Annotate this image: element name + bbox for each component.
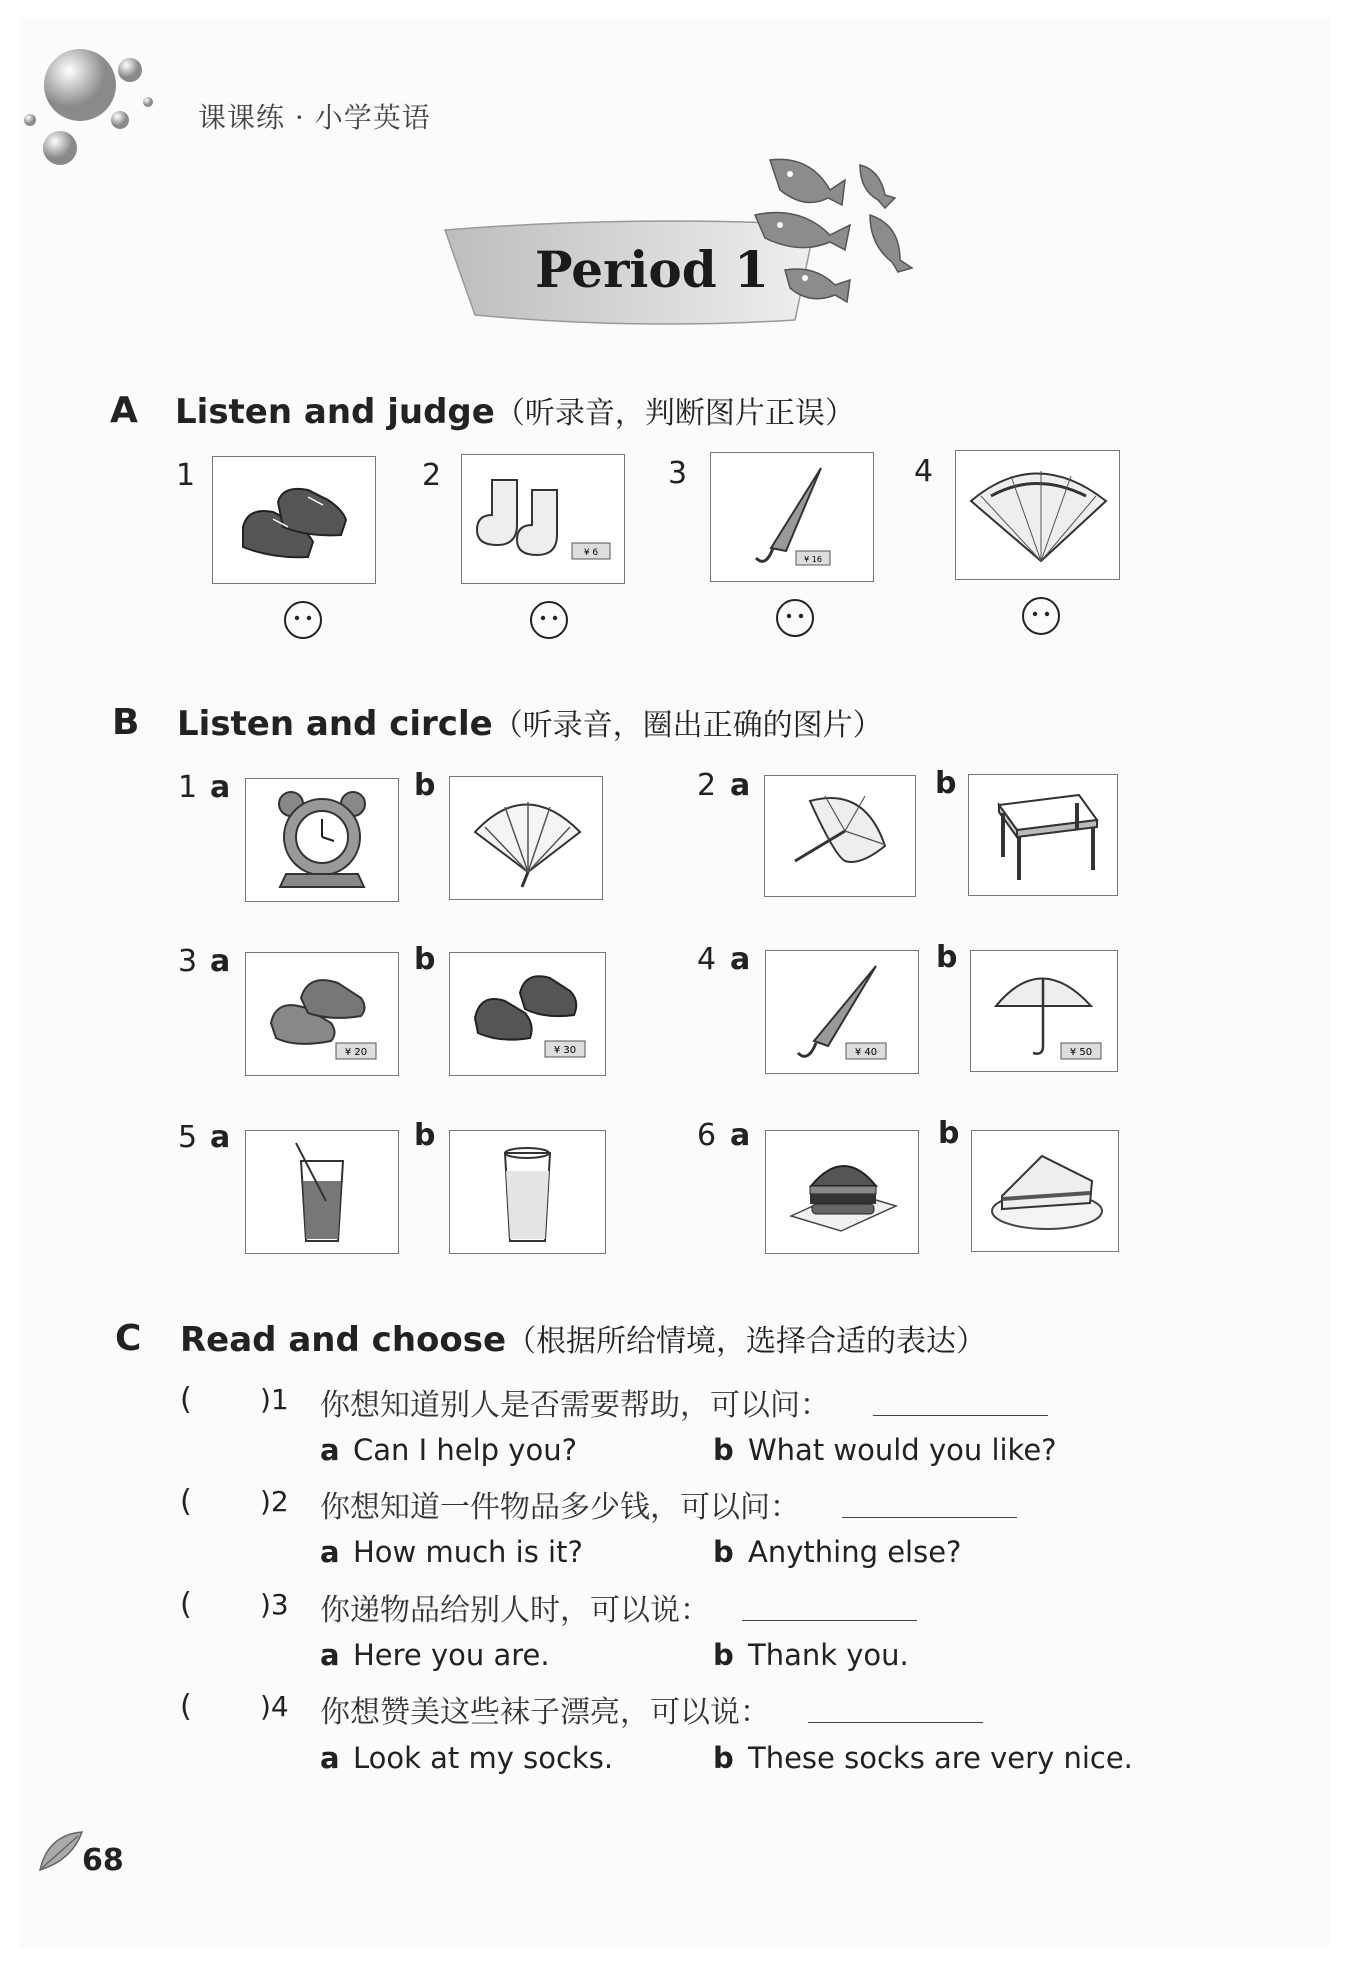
item-number: 2 <box>422 458 442 493</box>
option-a-text: Here you are. <box>353 1638 550 1672</box>
answer-slot[interactable] <box>205 1687 255 1723</box>
option-a-label: a <box>320 1741 340 1775</box>
section-c-letter: C <box>115 1318 142 1359</box>
option-a-label: a <box>320 1638 340 1672</box>
item-number: 4 <box>697 942 717 977</box>
answer-slot[interactable] <box>205 1482 255 1518</box>
sneakers-picture <box>212 456 376 584</box>
question-number: )2 <box>260 1485 289 1518</box>
option-a-label: a <box>210 770 231 805</box>
section-b-letter: B <box>112 702 140 743</box>
smiley-face-icon[interactable] <box>1021 596 1061 636</box>
question-text: 你递物品给别人时，可以说： <box>320 1593 710 1628</box>
option-a-label: a <box>210 1120 231 1155</box>
smiley-face-icon[interactable] <box>283 600 323 640</box>
answer-paren: ( <box>180 1484 192 1519</box>
option-b-label: b <box>935 766 957 801</box>
item-number: 4 <box>914 454 934 489</box>
answer-blank[interactable] <box>742 1620 917 1621</box>
juice-glass-icon <box>246 1131 398 1253</box>
section-a-title: Listen and judge <box>175 392 495 432</box>
open-umbrella-picture[interactable] <box>970 950 1118 1072</box>
question-text: 你想知道一件物品多少钱，可以问： <box>320 1490 800 1525</box>
hamburger-icon <box>766 1131 918 1253</box>
alarm-clock-picture[interactable] <box>245 778 399 902</box>
closed-umbrella-icon <box>766 951 918 1073</box>
sandwich-icon <box>972 1131 1118 1251</box>
answer-paren: ( <box>180 1382 192 1417</box>
section-a-subtitle: （听录音，判断图片正误） <box>494 396 855 431</box>
option-a-text: Look at my socks. <box>353 1741 614 1775</box>
option-b-label: b <box>713 1433 734 1467</box>
slip-on-shoes-picture[interactable] <box>245 952 399 1076</box>
closed-umbrella-picture <box>710 452 874 582</box>
glass-of-milk-picture[interactable] <box>449 1130 606 1254</box>
hamburger-picture[interactable] <box>765 1130 919 1254</box>
open-umbrella-picture[interactable] <box>764 775 916 897</box>
slip-on-shoes-icon <box>246 953 398 1075</box>
leaf-icon <box>38 1830 84 1876</box>
option-b-text: What would you like? <box>748 1433 1057 1467</box>
option-a-text: How much is it? <box>353 1535 583 1569</box>
fan-picture[interactable] <box>449 776 603 900</box>
table-icon <box>969 775 1117 895</box>
sneakers-picture[interactable] <box>449 952 606 1076</box>
option-b-label: b <box>936 940 958 975</box>
section-b-heading <box>177 700 883 744</box>
section-b-subtitle: （听录音，圈出正确的图片） <box>492 708 883 743</box>
price-tag: ¥ 20 <box>344 1047 368 1058</box>
fan-icon <box>450 777 602 899</box>
sneakers-icon <box>213 457 375 583</box>
option-b-label: b <box>414 1118 436 1153</box>
section-c-subtitle: （根据所给情境，选择合适的表达） <box>506 1324 987 1359</box>
option-a-label: a <box>320 1433 340 1467</box>
answer-paren: ( <box>180 1689 192 1724</box>
socks-icon <box>462 455 624 583</box>
section-a-letter: A <box>110 390 138 431</box>
closed-umbrella-picture[interactable] <box>765 950 919 1074</box>
question-text: 你想赞美这些袜子漂亮，可以说： <box>320 1695 770 1730</box>
section-a-heading <box>175 388 855 432</box>
price-tag: ¥ 50 <box>1069 1047 1093 1058</box>
option-a-label: a <box>730 942 751 977</box>
option-a-text: Can I help you? <box>353 1433 577 1467</box>
book-title: 课课练 · 小学英语 <box>198 101 431 134</box>
answer-slot[interactable] <box>205 1585 255 1621</box>
section-c-title: Read and choose <box>180 1320 507 1360</box>
question-text: 你想知道别人是否需要帮助，可以问： <box>320 1388 830 1423</box>
option-b-text: Thank you. <box>748 1638 909 1672</box>
item-number: 6 <box>697 1118 717 1153</box>
sandwich-picture[interactable] <box>971 1130 1119 1252</box>
milk-glass-icon <box>450 1131 605 1253</box>
question-number: )4 <box>260 1690 289 1723</box>
fish-decoration <box>750 150 930 320</box>
option-a-label: a <box>320 1535 340 1569</box>
price-tag: ¥ 30 <box>553 1045 577 1056</box>
section-c-heading <box>180 1316 986 1360</box>
option-a-label: a <box>210 944 231 979</box>
table-picture[interactable] <box>968 774 1118 896</box>
option-a-label: a <box>730 1118 751 1153</box>
answer-slot[interactable] <box>205 1380 255 1416</box>
question-number: )1 <box>260 1383 289 1416</box>
option-b-label: b <box>713 1638 734 1672</box>
open-umbrella-icon <box>971 951 1117 1071</box>
price-tag: ¥ 6 <box>583 548 599 558</box>
option-b-label: b <box>414 768 436 803</box>
option-b-text: These socks are very nice. <box>748 1741 1133 1775</box>
item-number: 3 <box>668 456 688 491</box>
answer-blank[interactable] <box>873 1415 1048 1416</box>
glass-of-juice-picture[interactable] <box>245 1130 399 1254</box>
price-tag: ¥ 40 <box>854 1047 878 1058</box>
item-number: 3 <box>178 944 198 979</box>
question-number: )3 <box>260 1588 289 1621</box>
alarm-clock-icon <box>246 779 398 901</box>
item-number: 1 <box>178 770 198 805</box>
answer-paren: ( <box>180 1587 192 1622</box>
option-b-label: b <box>713 1741 734 1775</box>
period-title: Period 1 <box>535 240 769 299</box>
closed-umbrella-icon <box>711 453 873 581</box>
option-b-text: Anything else? <box>748 1535 962 1569</box>
item-number: 1 <box>176 458 196 493</box>
price-tag: ¥ 16 <box>804 555 822 564</box>
option-a-label: a <box>730 768 751 803</box>
option-b-label: b <box>713 1535 734 1569</box>
page-number: 68 <box>82 1843 124 1878</box>
fan-icon <box>956 451 1119 579</box>
item-number: 2 <box>697 768 717 803</box>
answer-blank[interactable] <box>808 1722 983 1723</box>
answer-blank[interactable] <box>842 1517 1017 1518</box>
bubbles-decoration <box>18 40 158 170</box>
sneakers-icon <box>450 953 605 1075</box>
smiley-face-icon[interactable] <box>775 598 815 638</box>
socks-picture <box>461 454 625 584</box>
open-umbrella-icon <box>765 776 915 896</box>
fan-picture <box>955 450 1120 580</box>
item-number: 5 <box>178 1120 198 1155</box>
option-b-label: b <box>938 1116 960 1151</box>
section-b-title: Listen and circle <box>177 704 493 744</box>
smiley-face-icon[interactable] <box>529 600 569 640</box>
option-b-label: b <box>414 942 436 977</box>
